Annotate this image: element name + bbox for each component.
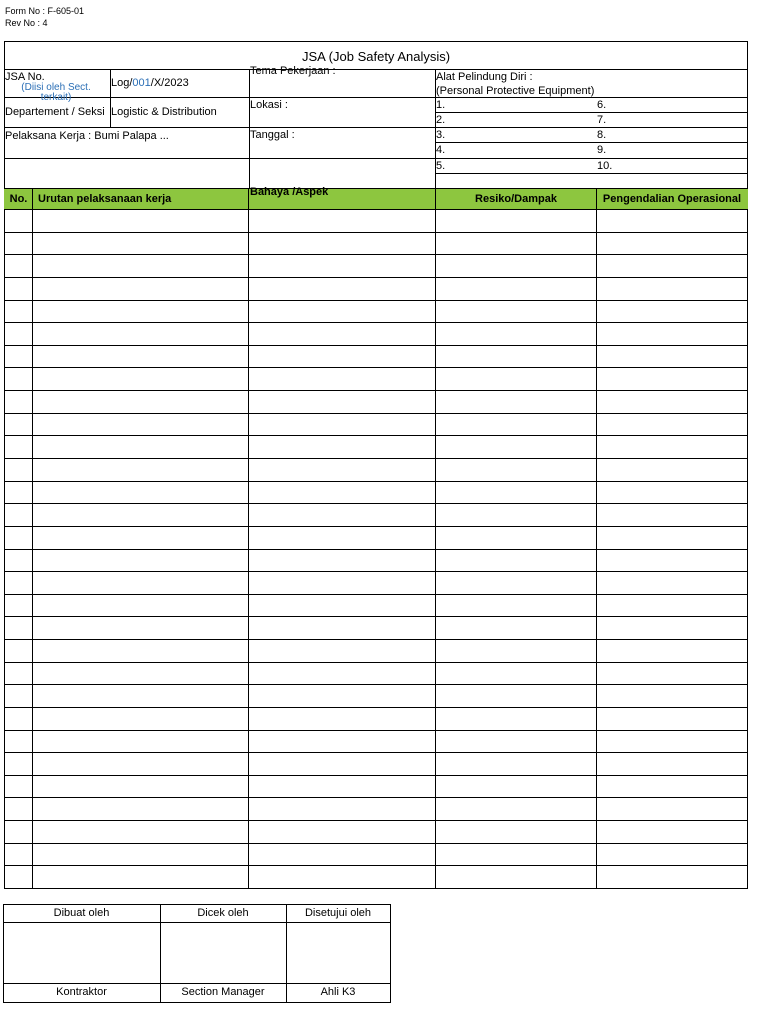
column-header-pengendalian: Pengendalian Operasional [602, 193, 742, 205]
table-row[interactable] [5, 708, 747, 730]
table-row[interactable] [5, 210, 747, 232]
jsa-no-note: (Diisi oleh Sect. terkait) [21, 82, 91, 103]
table-row[interactable] [5, 527, 747, 549]
departement-value: Logistic & Distribution [111, 106, 217, 118]
signature-area-contractor[interactable] [4, 923, 160, 983]
jsa-no-label: JSA No. [5, 71, 45, 83]
apd-item-1: 1. [436, 99, 446, 111]
page-title: JSA (Job Safety Analysis) [301, 49, 451, 64]
table-row[interactable] [5, 595, 747, 616]
apd-item-7: 7. [597, 114, 607, 126]
column-header-urutan: Urutan pelaksanaan kerja [38, 193, 172, 205]
apd-item-6: 6. [597, 99, 607, 111]
lokasi-label: Lokasi : [250, 99, 288, 111]
signature-role-contractor: Kontraktor [56, 986, 107, 998]
signature-approved-by-label: Disetujui oleh [304, 907, 372, 919]
table-row[interactable] [5, 844, 747, 865]
table-row[interactable] [5, 301, 747, 322]
apd-item-9: 9. [597, 144, 607, 156]
table-row[interactable] [5, 821, 747, 843]
apd-item-5: 5. [436, 160, 446, 172]
table-row[interactable] [5, 685, 747, 707]
table-row[interactable] [5, 550, 747, 571]
form-number: Form No : F-605-01 [5, 6, 85, 16]
tema-label: Tema Pekerjaan : [250, 65, 336, 77]
table-row[interactable] [5, 776, 747, 797]
apd-item-2: 2. [436, 114, 446, 126]
column-header-bahaya: Bahaya /Aspek [250, 186, 329, 198]
jsa-no-suffix: /X/2023 [150, 77, 189, 89]
tema-label-clip [250, 65, 434, 78]
table-row[interactable] [5, 278, 747, 300]
apd-sublabel: (Personal Protective Equipment) [436, 85, 595, 97]
signature-role-section-manager: Section Manager [181, 986, 265, 998]
table-row[interactable] [5, 323, 747, 345]
table-row[interactable] [5, 640, 747, 662]
table-row[interactable] [5, 414, 747, 435]
table-row[interactable] [5, 572, 747, 594]
table-row[interactable] [5, 436, 747, 458]
table-row[interactable] [5, 663, 747, 684]
apd-item-3: 3. [436, 129, 446, 141]
table-row[interactable] [5, 459, 747, 481]
table-row[interactable] [5, 753, 747, 775]
signature-made-by-label: Dibuat oleh [53, 907, 110, 919]
table-row[interactable] [5, 731, 747, 752]
table-row[interactable] [5, 391, 747, 413]
column-header-resiko: Resiko/Dampak [475, 193, 557, 205]
tanggal-label: Tanggal : [250, 129, 295, 141]
revision-number: Rev No : 4 [5, 18, 48, 28]
table-row-line [4, 888, 748, 889]
apd-item-8: 8. [597, 129, 607, 141]
table-row[interactable] [5, 346, 747, 367]
table-row[interactable] [5, 617, 747, 639]
jsa-no-value [111, 77, 189, 90]
departement-label: Departement / Seksi [5, 106, 105, 118]
signature-role-ahli-k3: Ahli K3 [320, 986, 356, 998]
table-row[interactable] [5, 504, 747, 526]
table-row[interactable] [5, 798, 747, 820]
apd-item-4: 4. [436, 144, 446, 156]
signature-area-ahli-k3[interactable] [287, 923, 390, 983]
pelaksana-label: Pelaksana Kerja : Bumi Palapa ... [5, 130, 169, 142]
table-row[interactable] [5, 233, 747, 254]
apd-label: Alat Pelindung Diri : [436, 71, 533, 83]
table-row[interactable] [5, 255, 747, 277]
jsa-no-prefix: Log/ [111, 77, 133, 89]
jsa-no-number: 001 [132, 77, 151, 89]
signature-checked-by-label: Dicek oleh [197, 907, 249, 919]
apd-item-10: 10. [597, 160, 613, 172]
signature-area-section-manager[interactable] [161, 923, 286, 983]
column-header-no: No. [9, 193, 28, 205]
table-row[interactable] [5, 368, 747, 390]
table-row[interactable] [5, 866, 747, 888]
table-row[interactable] [5, 482, 747, 503]
